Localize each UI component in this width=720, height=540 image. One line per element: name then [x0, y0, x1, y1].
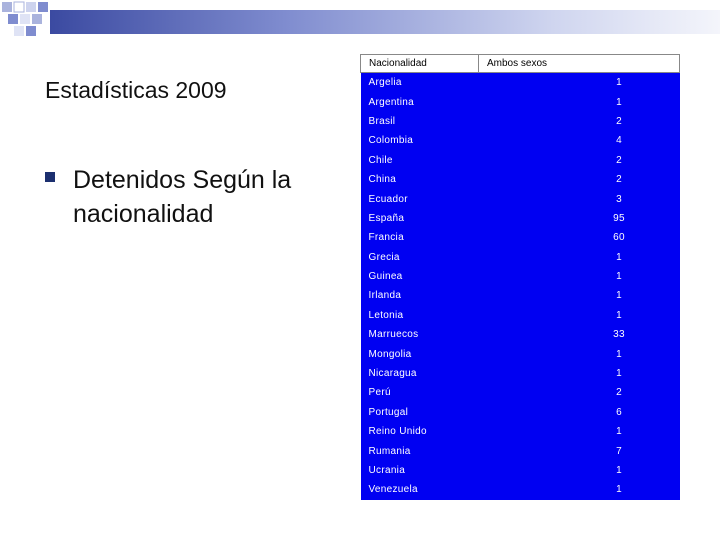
- table-row: [361, 286, 680, 305]
- country-cell: Colombia: [361, 131, 479, 150]
- country-cell: Portugal: [361, 403, 479, 422]
- count-cell: 1: [479, 364, 680, 383]
- table-row: [361, 73, 680, 93]
- count-cell: 3: [479, 189, 680, 208]
- count-cell: 1: [479, 73, 680, 93]
- count-cell: 1: [479, 306, 680, 325]
- count-cell: 1: [479, 267, 680, 286]
- count-cell: 1: [479, 248, 680, 267]
- table-row: [361, 209, 680, 228]
- table-row: [361, 325, 680, 344]
- count-cell: 2: [479, 170, 680, 189]
- country-cell: Rumania: [361, 441, 479, 460]
- table-row: [361, 422, 680, 441]
- table-row: [361, 267, 680, 286]
- count-cell: 60: [479, 228, 680, 247]
- country-cell: Chile: [361, 151, 479, 170]
- table-header-row: [361, 55, 680, 73]
- count-cell: 1: [479, 92, 680, 111]
- count-cell: 2: [479, 112, 680, 131]
- count-cell: 2: [479, 383, 680, 402]
- table-row: [361, 151, 680, 170]
- count-cell: 6: [479, 403, 680, 422]
- count-cell: 33: [479, 325, 680, 344]
- country-cell: Marruecos: [361, 325, 479, 344]
- table-row: [361, 228, 680, 247]
- table-row: [361, 344, 680, 363]
- country-cell: Ecuador: [361, 189, 479, 208]
- country-cell: Argentina: [361, 92, 479, 111]
- country-cell: España: [361, 209, 479, 228]
- country-cell: Perú: [361, 383, 479, 402]
- table-row: [361, 189, 680, 208]
- country-cell: Argelia: [361, 73, 479, 93]
- header-gradient-bar: [50, 10, 720, 34]
- country-cell: Irlanda: [361, 286, 479, 305]
- table-row: [361, 306, 680, 325]
- count-cell: 4: [479, 131, 680, 150]
- count-cell: 7: [479, 441, 680, 460]
- count-cell: 1: [479, 480, 680, 499]
- header-ambos-sexos: Ambos sexos: [479, 55, 680, 73]
- table-row: [361, 480, 680, 499]
- country-cell: Letonia: [361, 306, 479, 325]
- country-cell: Grecia: [361, 248, 479, 267]
- count-cell: 1: [479, 461, 680, 480]
- table-row: [361, 248, 680, 267]
- table-row: [361, 441, 680, 460]
- table-row: [361, 92, 680, 111]
- header-nacionalidad: Nacionalidad: [361, 55, 479, 73]
- table-row: [361, 131, 680, 150]
- country-cell: Francia: [361, 228, 479, 247]
- count-cell: 1: [479, 422, 680, 441]
- count-cell: 1: [479, 344, 680, 363]
- nationality-table: [360, 54, 680, 500]
- country-cell: China: [361, 170, 479, 189]
- square-bullet-icon: [45, 172, 55, 182]
- table-row: [361, 403, 680, 422]
- country-cell: Nicaragua: [361, 364, 479, 383]
- count-cell: 2: [479, 151, 680, 170]
- count-cell: 1: [479, 286, 680, 305]
- table-row: [361, 170, 680, 189]
- table-row: [361, 112, 680, 131]
- country-cell: Guinea: [361, 267, 479, 286]
- table-row: [361, 364, 680, 383]
- count-cell: 95: [479, 209, 680, 228]
- bullet-text: Detenidos Según la nacionalidad: [73, 166, 292, 228]
- table-row: [361, 461, 680, 480]
- country-cell: Reino Unido: [361, 422, 479, 441]
- table-row: [361, 383, 680, 402]
- country-cell: Venezuela: [361, 480, 479, 499]
- country-cell: Brasil: [361, 112, 479, 131]
- slide-title: Estadísticas 2009: [45, 77, 227, 103]
- country-cell: Mongolia: [361, 344, 479, 363]
- country-cell: Ucrania: [361, 461, 479, 480]
